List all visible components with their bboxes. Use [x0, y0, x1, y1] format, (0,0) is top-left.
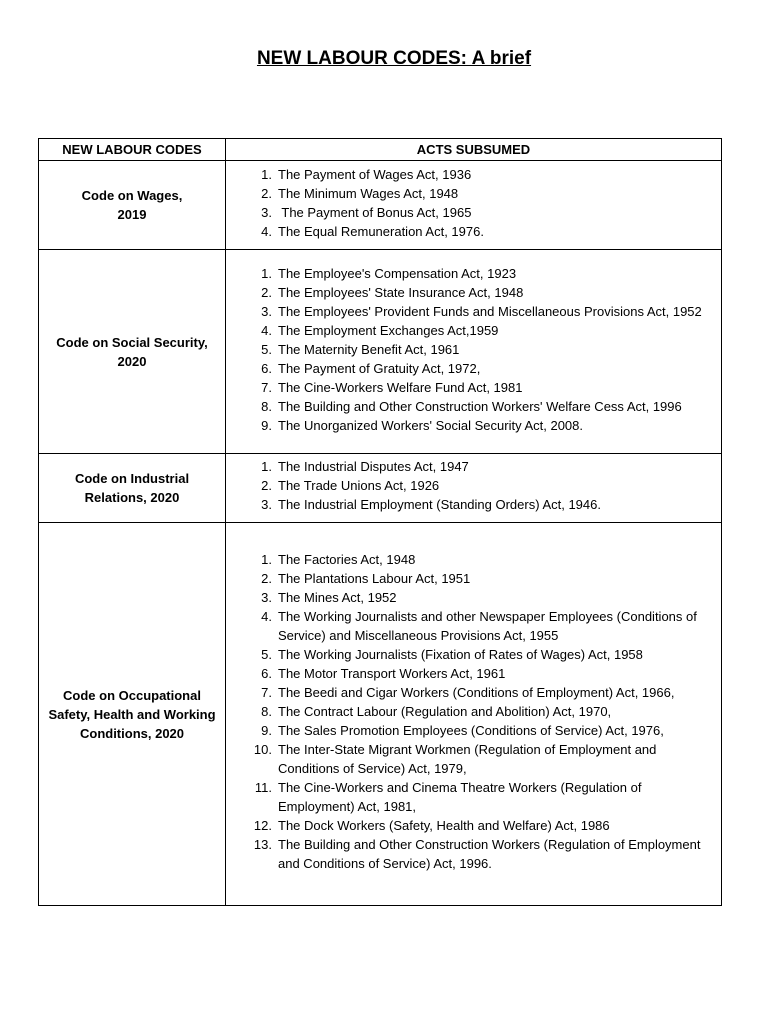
list-item: 4. The Equal Remuneration Act, 1976. — [261, 223, 484, 239]
list-item: 13. The Building and Other Construction Workers (Regulation of Employment and Conditions of Service) Act, 1996. — [253, 837, 701, 871]
list-item: 10. The Inter-State Migrant Workmen (Regulation of Employment and Conditions of Service) Act, 1979, — [253, 742, 657, 776]
list-item: 11. The Cine-Workers and Cinema Theatre Workers (Regulation of Employment) Act, 1981, — [254, 780, 642, 814]
code-name-line: Safety, Health and Working — [48, 706, 216, 722]
code-cell — [39, 250, 226, 454]
list-item: 3. The Payment of Bonus Act, 1965 — [261, 204, 472, 220]
list-item: 4. The Employment Exchanges Act,1959 — [261, 322, 499, 338]
list-item: 3. The Employees' Provident Funds and Miscellaneous Provisions Act, 1952 — [261, 303, 702, 319]
acts-list — [226, 454, 721, 522]
list-item: 6. The Motor Transport Workers Act, 1961 — [261, 666, 506, 681]
acts-cell — [226, 250, 722, 454]
code-cell — [39, 161, 226, 250]
list-item: 6. The Payment of Gratuity Act, 1972, — [261, 360, 481, 376]
list-item: 1. The Industrial Disputes Act, 1947 — [261, 459, 469, 474]
list-item: 3. The Industrial Employment (Standing Orders) Act, 1946. — [261, 497, 601, 512]
code-cell — [39, 454, 226, 523]
list-item: 4. The Working Journalists and other Newspaper Employees (Conditions of Service) and Miscellaneous Provisions Act, 1955 — [261, 609, 697, 643]
acts-list — [226, 547, 721, 881]
header-acts-subsumed: ACTS SUBSUMED — [226, 139, 722, 161]
document-title: NEW LABOUR CODES: A brief — [256, 48, 532, 69]
table-row-code-on-social-security — [39, 250, 722, 454]
header-new-labour-codes: NEW LABOUR CODES — [39, 139, 226, 161]
list-item: 2. The Minimum Wages Act, 1948 — [261, 185, 459, 201]
list-item: 2. The Trade Unions Act, 1926 — [261, 478, 440, 493]
code-name-line: Code on Social Security, — [56, 334, 208, 350]
acts-cell — [226, 523, 722, 906]
code-cell — [39, 523, 226, 906]
list-item: 9. The Sales Promotion Employees (Conditions of Service) Act, 1976, — [261, 723, 664, 738]
table-row-code-on-wages — [39, 161, 722, 250]
list-item: 12. The Dock Workers (Safety, Health and Welfare) Act, 1986 — [253, 818, 610, 833]
acts-cell — [226, 161, 722, 250]
code-name-line: Code on Industrial — [74, 471, 190, 486]
labour-codes-table — [38, 138, 722, 906]
code-name-line: Conditions, 2020 — [79, 725, 185, 741]
list-item: 1. The Employee's Compensation Act, 1923 — [261, 265, 517, 281]
acts-list — [226, 261, 721, 443]
list-item: 5. The Working Journalists (Fixation of Rates of Wages) Act, 1958 — [261, 647, 643, 662]
table-row-code-on-occupational-safety — [39, 523, 722, 906]
list-item: 1. The Factories Act, 1948 — [261, 552, 416, 567]
list-item: 8. The Building and Other Construction Workers' Welfare Cess Act, 1996 — [261, 398, 682, 414]
list-item: 9. The Unorganized Workers' Social Security Act, 2008. — [261, 417, 583, 433]
acts-cell — [226, 454, 722, 523]
table-header-row — [39, 139, 722, 161]
code-name-line: 2019 — [117, 207, 147, 222]
list-item: 8. The Contract Labour (Regulation and Abolition) Act, 1970, — [261, 704, 612, 719]
list-item: 2. The Employees' State Insurance Act, 1948 — [261, 284, 524, 300]
table-row-code-on-industrial-relations — [39, 454, 722, 523]
code-name-line: Code on Wages, — [81, 188, 183, 203]
list-item: 1. The Payment of Wages Act, 1936 — [261, 166, 472, 182]
list-item: 5. The Maternity Benefit Act, 1961 — [261, 341, 460, 357]
list-item: 2. The Plantations Labour Act, 1951 — [261, 571, 471, 586]
list-item: 3. The Mines Act, 1952 — [261, 590, 397, 605]
list-item: 7. The Beedi and Cigar Workers (Conditions of Employment) Act, 1966, — [261, 685, 675, 700]
acts-list — [226, 162, 721, 249]
list-item: 7. The Cine-Workers Welfare Fund Act, 1981 — [261, 379, 523, 395]
code-name-line: Relations, 2020 — [84, 490, 180, 505]
code-name-line: Code on Occupational — [63, 687, 201, 703]
code-name-line: 2020 — [117, 353, 147, 369]
